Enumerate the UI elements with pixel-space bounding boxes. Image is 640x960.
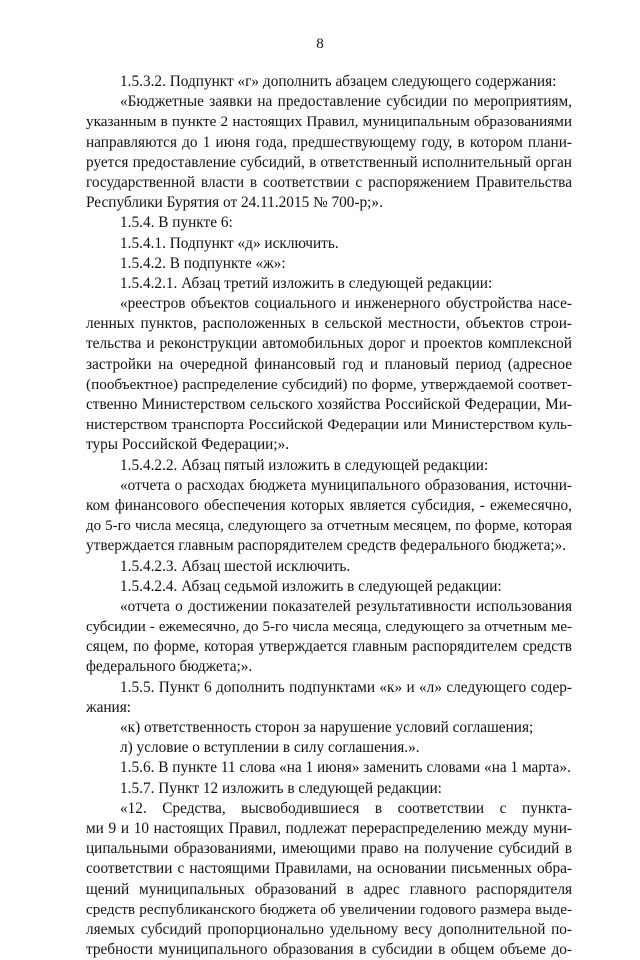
- text-line: утверждается главным распорядителем средств федерального бюджета;».: [86, 537, 567, 555]
- text-line: 1.5.4.2.1. Абзац третий изложить в следующей редакции:: [120, 274, 493, 292]
- text-line: 1.5.4.2.2. Абзац пятый изложить в следующей редакции:: [120, 456, 489, 474]
- text-line: государственной власти в соответствии с распоряжением Правительства: [86, 173, 572, 191]
- text-line: ственно Министерством сельского хозяйства Российской Федерации, Ми-: [86, 396, 572, 413]
- text-line: «к) ответственность сторон за нарушение условий соглашения;: [120, 719, 534, 736]
- text-line: руется предоставление субсидий, в ответственный исполнительный орган: [86, 153, 572, 171]
- text-line: 1.5.3.2. Подпункт «г» дополнить абзацем следующего содержания:: [120, 73, 557, 90]
- text-line: «отчета о достижении показателей результативности использования: [120, 597, 572, 615]
- text-line: застройки на очередной финансовый год и плановый период (адресное: [86, 355, 572, 373]
- text-line: ленных пунктов, расположенных в сельской местности, объектов строи-: [86, 315, 572, 333]
- text-line: 1.5.4.2. В подпункте «ж»:: [120, 254, 286, 272]
- text-line: субсидии - ежемесячно, до 5-го числа месяца, следующего за отчетным ме-: [86, 619, 572, 636]
- text-line: ляемых субсидий пропорционально удельному весу дополнительной по-: [86, 920, 572, 938]
- text-line: 1.5.4.1. Подпункт «д» исключить.: [120, 234, 339, 252]
- text-line: 1.5.4. В пункте 6:: [120, 214, 233, 232]
- text-line: 1.5.4.2.3. Абзац шестой исключить.: [120, 557, 351, 575]
- text-line: указанным в пункте 2 настоящих Правил, муниципальным образованиями: [86, 113, 572, 131]
- text-line: требности муниципального образования в субсидии в общем объеме до-: [86, 941, 572, 959]
- text-line: тельства и реконструкции автомобильных дорог и проектов комплексной: [86, 335, 572, 353]
- text-line: жания:: [86, 698, 132, 716]
- text-line: 1.5.6. В пункте 11 слова «на 1 июня» заменить словами «на 1 марта».: [120, 759, 571, 777]
- text-line: направляются до 1 июня года, предшествующему году, в котором плани-: [86, 133, 572, 151]
- text-line: щений муниципальных образований в адрес главного распорядителя: [86, 880, 572, 898]
- text-line: ми 9 и 10 настоящих Правил, подлежат перераспределению между муни-: [86, 819, 572, 837]
- text-line: нистерством транспорта Российской Федерации или Министерством куль-: [86, 416, 572, 434]
- text-line: ципальными образованиями, имеющими право на получение субсидий в: [86, 840, 572, 858]
- text-line: соответствии с настоящими Правилами, на основании письменных обра-: [86, 860, 572, 878]
- text-line: 1.5.5. Пункт 6 дополнить подпунктами «к» и «л» следующего содер-: [120, 678, 572, 696]
- text-line: л) условие о вступлении в силу соглашения.».: [120, 739, 420, 757]
- page-number: 8: [316, 36, 324, 52]
- text-line: до 5-го числа месяца, следующего за отчетным месяцем, по форме, которая: [86, 518, 572, 535]
- text-line: 1.5.7. Пункт 12 изложить в следующей редакции:: [120, 779, 442, 797]
- text-line: федерального бюджета;».: [86, 658, 253, 676]
- text-line: «Бюджетные заявки на предоставление субсидии по мероприятиям,: [120, 93, 572, 111]
- text-line: «отчета о расходах бюджета муниципального образования, источни-: [120, 476, 572, 494]
- text-line: ком финансового обеспечения которых является субсидия, - ежемесячно,: [86, 496, 572, 514]
- text-line: средств республиканского бюджета об увеличении годового размера выде-: [86, 900, 572, 918]
- text-line: Республики Бурятия от 24.11.2015 № 700-р;».: [86, 194, 383, 212]
- text-line: туры Российской Федерации;».: [86, 436, 290, 454]
- text-line: сяцем, по форме, которая утверждается главным распорядителем средств: [86, 638, 572, 656]
- text-line: (пообъектное) распределение субсидий) по форме, утверждаемой соответ-: [86, 375, 572, 393]
- document-body: [86, 72, 572, 960]
- text-line: «реестров объектов социального и инженерного обустройства насе-: [120, 295, 572, 313]
- text-line: 1.5.4.2.4. Абзац седьмой изложить в следующей редакции:: [120, 577, 502, 595]
- text-line: «12. Средства, высвободившиеся в соответствии с пункта-: [120, 799, 572, 817]
